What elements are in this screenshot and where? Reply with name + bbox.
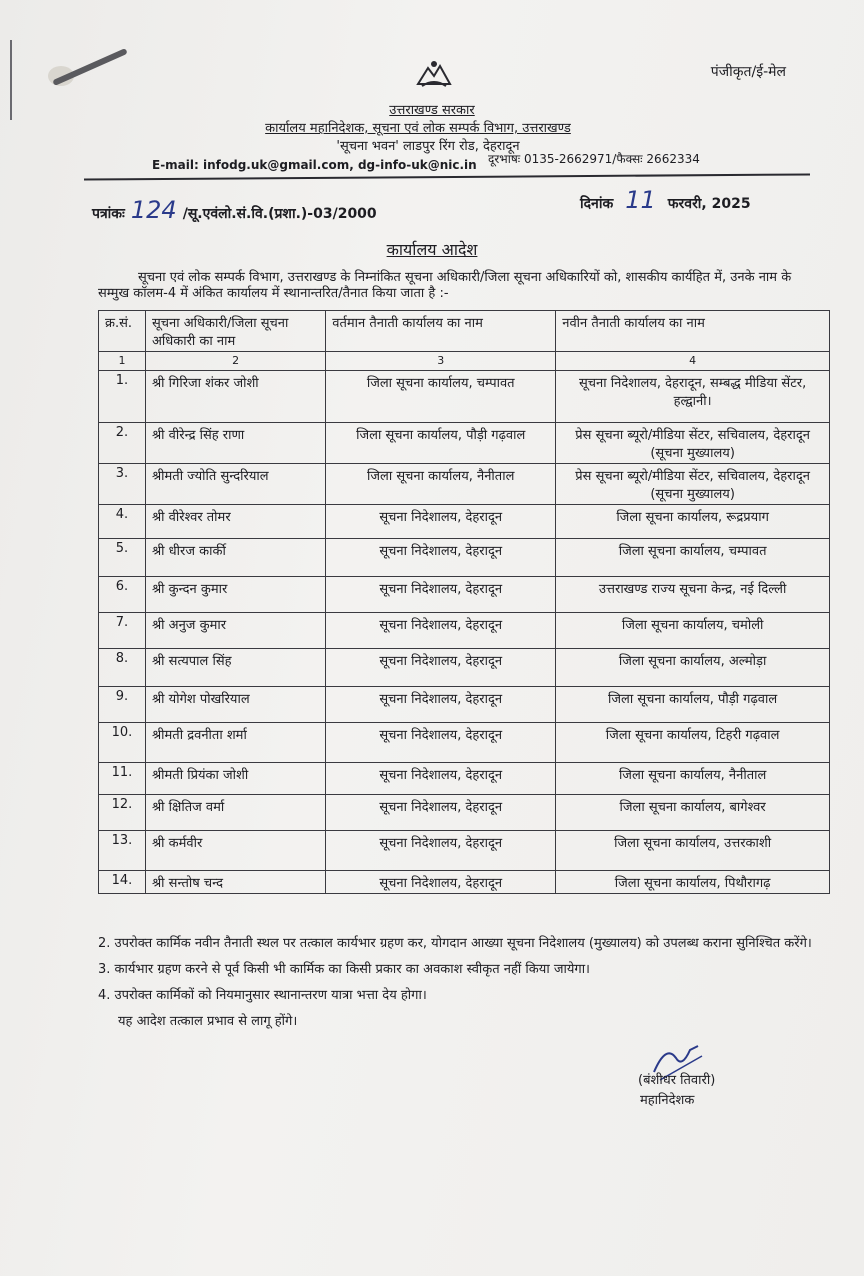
column-number-row xyxy=(99,352,830,371)
row-sn: 12. xyxy=(99,795,146,831)
row-new-office: प्रेस सूचना ब्यूरो/मीडिया सेंटर, सचिवालय, देहरादून (सूचना मुख्यालय) xyxy=(556,464,830,505)
signatory-designation: महानिदेशक xyxy=(640,1093,695,1108)
table-row xyxy=(99,505,830,539)
row-current-office: सूचना निदेशालय, देहरादून xyxy=(326,795,556,831)
header-new: नवीन तैनाती कार्यालय का नाम xyxy=(556,311,830,352)
header-current: वर्तमान तैनाती कार्यालय का नाम xyxy=(326,311,556,352)
row-current-office: सूचना निदेशालय, देहरादून xyxy=(326,763,556,795)
table-row xyxy=(99,539,830,577)
row-name: श्री गिरिजा शंकर जोशी xyxy=(145,371,325,423)
table-row xyxy=(99,871,830,894)
row-current-office: जिला सूचना कार्यालय, चम्पावत xyxy=(326,371,556,423)
signatory-name: (बंशीधर तिवारी) xyxy=(638,1073,716,1088)
row-current-office: सूचना निदेशालय, देहरादून xyxy=(326,539,556,577)
row-new-office: जिला सूचना कार्यालय, टिहरी गढ़वाल xyxy=(556,723,830,763)
row-name: श्री वीरेश्वर तोमर xyxy=(145,505,325,539)
row-name: श्री योगेश पोखरियाल xyxy=(145,687,325,723)
row-new-office: जिला सूचना कार्यालय, उत्तरकाशी xyxy=(556,831,830,871)
row-new-office: जिला सूचना कार्यालय, पिथौरागढ़ xyxy=(556,871,830,894)
row-sn: 9. xyxy=(99,687,146,723)
note-item: 2. उपरोक्त कार्मिक नवीन तैनाती स्थल पर तत्काल कार्यभार ग्रहण कर, योगदान आख्या सूचना निदेशालय (मुख्यालय) को उपलब्ध कराना सुनिश्चित करेंगे। xyxy=(98,936,812,951)
row-current-office: सूचना निदेशालय, देहरादून xyxy=(326,723,556,763)
col-number: 3 xyxy=(326,352,556,371)
col-number: 2 xyxy=(145,352,325,371)
table-row xyxy=(99,723,830,763)
transfer-table xyxy=(98,310,830,894)
row-new-office: जिला सूचना कार्यालय, बागेश्वर xyxy=(556,795,830,831)
header-rule xyxy=(84,173,810,180)
row-name: श्री कर्मवीर xyxy=(145,831,325,871)
row-new-office: जिला सूचना कार्यालय, नैनीताल xyxy=(556,763,830,795)
row-new-office: प्रेस सूचना ब्यूरो/मीडिया सेंटर, सचिवालय, देहरादून (सूचना मुख्यालय) xyxy=(556,423,830,464)
row-name: श्रीमती द्रवनीता शर्मा xyxy=(145,723,325,763)
date-month-year: फरवरी, 2025 xyxy=(667,196,751,212)
table-row xyxy=(99,423,830,464)
row-sn: 8. xyxy=(99,649,146,687)
reference-line xyxy=(92,196,377,224)
row-sn: 2. xyxy=(99,423,146,464)
row-sn: 14. xyxy=(99,871,146,894)
col-number: 1 xyxy=(99,352,146,371)
row-name: श्री क्षितिज वर्मा xyxy=(145,795,325,831)
notes-section xyxy=(98,934,818,1038)
row-name: श्री सत्यपाल सिंह xyxy=(145,649,325,687)
row-sn: 11. xyxy=(99,763,146,795)
header-sn: क्र.सं. xyxy=(99,311,146,352)
note-item: 4. उपरोक्त कार्मिकों को नियमानुसार स्थानान्तरण यात्रा भत्ता देय होगा। xyxy=(98,988,427,1003)
col-number: 4 xyxy=(556,352,830,371)
row-current-office: सूचना निदेशालय, देहरादून xyxy=(326,871,556,894)
row-sn: 4. xyxy=(99,505,146,539)
row-name: श्रीमती ज्योति सुन्दरियाल xyxy=(145,464,325,505)
row-name: श्रीमती प्रियंका जोशी xyxy=(145,763,325,795)
row-current-office: सूचना निदेशालय, देहरादून xyxy=(326,687,556,723)
state-emblem-icon xyxy=(414,58,454,90)
office-name: कार्यालय महानिदेशक, सूचना एवं लोक सम्पर्क विभाग, उत्तराखण्ड xyxy=(265,121,571,136)
email-line: E-mail: infodg.uk@gmail.com, dg-info-uk@nic.in xyxy=(152,158,477,172)
row-sn: 1. xyxy=(99,371,146,423)
row-name: श्री धीरज कार्की xyxy=(145,539,325,577)
row-new-office: उत्तराखण्ड राज्य सूचना केन्द्र, नई दिल्ली xyxy=(556,577,830,613)
effect-statement: यह आदेश तत्काल प्रभाव से लागू होंगे। xyxy=(118,1014,298,1029)
table-row xyxy=(99,371,830,423)
table-row xyxy=(99,577,830,613)
date-line xyxy=(580,186,751,214)
table-row xyxy=(99,763,830,795)
intro-paragraph: सूचना एवं लोक सम्पर्क विभाग, उत्तराखण्ड के निम्नांकित सूचना अधिकारी/जिला सूचना अधिकारियों को, शासकीय कार्यहित में, उनके नाम के सम्मुख कॉलम-4 में अंकित कार्यालय में स्थानान्तरित/तैनात किया जाता है :- xyxy=(98,270,792,301)
row-sn: 10. xyxy=(99,723,146,763)
ref-suffix: /सू.एवंलो.सं.वि.(प्रशा.)-03/2000 xyxy=(182,206,377,222)
row-sn: 13. xyxy=(99,831,146,871)
table-header-row xyxy=(99,311,830,352)
date-label: दिनांक xyxy=(580,196,614,212)
office-address: 'सूचना भवन' लाडपुर रिंग रोड, देहरादून xyxy=(336,139,520,154)
ref-number: 124 xyxy=(130,196,177,224)
row-name: श्री सन्तोष चन्द xyxy=(145,871,325,894)
table-row xyxy=(99,649,830,687)
registered-email-label: पंजीकृत/ई-मेल xyxy=(710,64,786,80)
table-row xyxy=(99,613,830,649)
ref-label: पत्रांकः xyxy=(92,206,125,222)
row-current-office: सूचना निदेशालय, देहरादून xyxy=(326,613,556,649)
row-sn: 7. xyxy=(99,613,146,649)
row-current-office: सूचना निदेशालय, देहरादून xyxy=(326,505,556,539)
row-new-office: जिला सूचना कार्यालय, चम्पावत xyxy=(556,539,830,577)
row-current-office: जिला सूचना कार्यालय, पौड़ी गढ़वाल xyxy=(326,423,556,464)
row-new-office: जिला सूचना कार्यालय, अल्मोड़ा xyxy=(556,649,830,687)
govt-name: उत्तराखण्ड सरकार xyxy=(389,103,475,118)
row-name: श्री वीरेन्द्र सिंह राणा xyxy=(145,423,325,464)
table-row xyxy=(99,687,830,723)
table-row xyxy=(99,464,830,505)
row-new-office: सूचना निदेशालय, देहरादून, सम्बद्ध मीडिया सेंटर, हल्द्वानी। xyxy=(556,371,830,423)
row-new-office: जिला सूचना कार्यालय, पौड़ी गढ़वाल xyxy=(556,687,830,723)
row-new-office: जिला सूचना कार्यालय, रूद्रप्रयाग xyxy=(556,505,830,539)
date-day: 11 xyxy=(625,186,656,214)
phone-fax-line: दूरभाषः 0135-2662971/फैक्सः 2662334 xyxy=(488,152,700,166)
row-sn: 5. xyxy=(99,539,146,577)
order-title: कार्यालय आदेश xyxy=(386,240,478,259)
row-name: श्री कुन्दन कुमार xyxy=(145,577,325,613)
header-name: सूचना अधिकारी/जिला सूचना अधिकारी का नाम xyxy=(145,311,325,352)
table-row xyxy=(99,831,830,871)
row-current-office: सूचना निदेशालय, देहरादून xyxy=(326,577,556,613)
row-current-office: सूचना निदेशालय, देहरादून xyxy=(326,649,556,687)
row-new-office: जिला सूचना कार्यालय, चमोली xyxy=(556,613,830,649)
row-name: श्री अनुज कुमार xyxy=(145,613,325,649)
row-sn: 6. xyxy=(99,577,146,613)
row-current-office: जिला सूचना कार्यालय, नैनीताल xyxy=(326,464,556,505)
table-row xyxy=(99,795,830,831)
row-current-office: सूचना निदेशालय, देहरादून xyxy=(326,831,556,871)
note-item: 3. कार्यभार ग्रहण करने से पूर्व किसी भी कार्मिक का किसी प्रकार का अवकाश स्वीकृत नहीं किया जायेगा। xyxy=(98,962,590,977)
row-sn: 3. xyxy=(99,464,146,505)
